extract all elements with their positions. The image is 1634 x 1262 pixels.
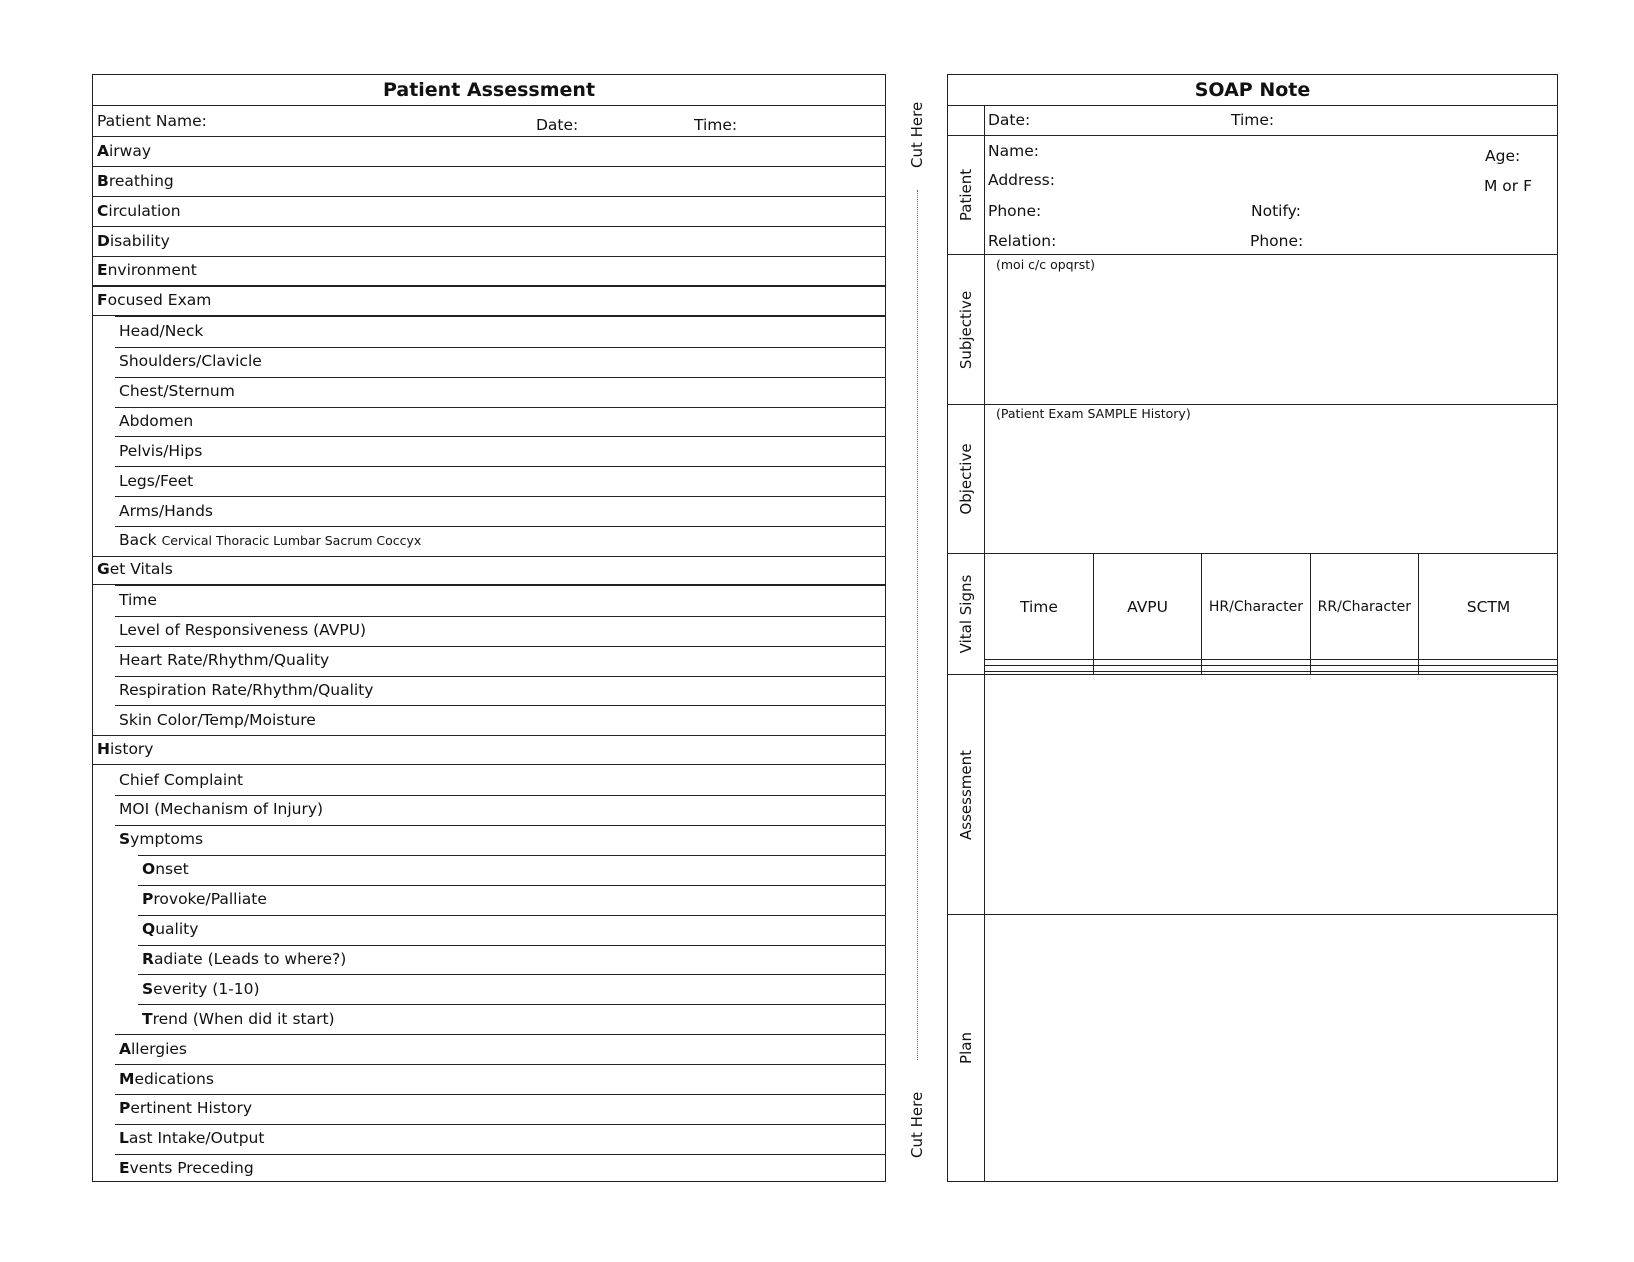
phone2-label: Phone: [1250,232,1304,250]
assessment-date-label: Date: [536,116,579,134]
assessment-row[interactable] [93,944,885,974]
row-text: llergies [131,1039,188,1058]
assessment-row-label [119,472,193,490]
assessment-row[interactable] [93,974,885,1004]
row-initial: A [119,1039,131,1058]
row-text: et Vitals [109,560,173,579]
assessment-row-label [119,1099,252,1117]
assessment-row[interactable] [93,854,885,884]
assessment-row[interactable] [93,406,885,436]
assessment-row[interactable] [93,1123,885,1153]
row-text: Abdomen [119,411,194,430]
plan-side [948,915,985,1181]
subjective-side [948,255,985,404]
row-initial: P [142,890,154,909]
row-text: nvironment [107,261,197,280]
assessment-row[interactable] [93,555,885,585]
vitals-cell[interactable] [1202,671,1310,674]
soap-note-form [947,74,1558,1182]
cut-line [917,190,918,1060]
patient-assessment-form [92,74,886,1182]
row-text: edications [134,1069,214,1088]
assessment-row-label [119,1129,264,1147]
row-text: Chest/Sternum [119,382,235,401]
vitals-cell[interactable] [1093,671,1201,674]
row-text: nset [155,860,189,879]
assessment-row-label [119,1159,254,1177]
row-initial: R [142,949,154,968]
assessment-row[interactable] [93,675,885,705]
vitals-side-label: Vital Signs [957,574,975,654]
assessment-row-label [142,980,260,998]
name-label: Name: [988,142,1039,160]
vitals-side [948,554,985,674]
vitals-cell[interactable] [1419,671,1559,674]
assessment-row[interactable] [93,227,885,257]
row-text: Head/Neck [119,322,204,341]
cut-here-label-bottom: Cut Here [908,1091,926,1158]
assessment-row-label [119,771,243,789]
soap-objective-section [948,405,1557,554]
assessment-row[interactable] [93,526,885,556]
assessment-row[interactable] [93,1153,885,1183]
vitals-header-row [985,554,1558,660]
assessment-row-label [97,740,153,758]
assessment-row-label [119,1070,214,1088]
vitals-row [985,671,1558,674]
row-text: Time [119,591,157,610]
subjective-hint: (moi c/c opqrst) [996,257,1096,272]
assessment-row-label [97,261,197,279]
vitals-col-hr: HR/Character [1202,554,1310,660]
row-text: rovoke/Palliate [153,890,267,909]
row-text: everity (1-10) [153,979,260,998]
assessment-row-label [142,1010,335,1028]
assessment-row-label [119,502,213,520]
assessment-row[interactable] [93,615,885,645]
assessment-row[interactable] [93,257,885,287]
assessment-row-label [119,830,203,848]
row-text: adiate (Leads to where?) [153,949,347,968]
row-initial: A [97,141,109,160]
assessment-row-label [119,412,193,430]
assessment-row-label [97,142,151,160]
assessment-row-label [142,860,189,878]
objective-hint: (Patient Exam SAMPLE History) [996,406,1191,421]
vitals-col-avpu: AVPU [1093,554,1201,660]
assessment-row[interactable] [93,436,885,466]
soap-subjective-section [948,255,1557,405]
soap-date-side [948,105,985,135]
row-text: istory [109,739,154,758]
assessment-row[interactable] [93,1064,885,1094]
row-text: Shoulders/Clavicle [119,352,262,371]
row-text: Pelvis/Hips [119,441,203,460]
soap-date-row [948,105,1557,136]
assessment-row[interactable] [93,645,885,675]
row-text: Heart Rate/Rhythm/Quality [119,651,330,670]
soap-assessment-section [948,675,1557,915]
assessment-row-label [119,531,421,549]
assessment-row-label [119,711,316,729]
soap-time-label: Time: [1231,111,1275,129]
row-initial: L [119,1129,129,1148]
assessment-row-label [119,382,235,400]
row-initial: C [97,201,109,220]
assessment-row[interactable] [93,884,885,914]
sex-label: M or F [1484,177,1532,195]
row-text: irway [109,141,152,160]
assessment-row[interactable] [93,137,885,167]
row-text: Arms/Hands [119,501,213,520]
row-initial: Q [142,920,156,939]
assessment-header-row [93,106,885,137]
assessment-row-label [119,591,157,609]
row-initial: E [119,1159,130,1178]
assessment-row[interactable] [93,795,885,825]
row-initial: O [142,860,156,879]
assessment-row[interactable] [93,585,885,615]
soap-vitals-section [948,554,1557,675]
plan-side-label: Plan [957,1032,975,1064]
soap-title: SOAP Note [948,75,1557,106]
row-initial: G [97,560,110,579]
assessment-row-label [97,172,174,190]
assessment-row[interactable] [93,914,885,944]
vitals-col-sctm: SCTM [1419,554,1559,660]
assessment-row-label [97,202,181,220]
row-text: isability [109,231,170,250]
vitals-cell[interactable] [1310,671,1418,674]
assessment-row-label [119,352,262,370]
phone-label: Phone: [988,202,1042,220]
assessment-row-label [119,621,366,639]
assessment-time-label: Time: [694,116,738,134]
assessment-row[interactable] [93,316,885,346]
row-text: ocused Exam [107,291,212,310]
row-initial: H [97,739,110,758]
row-text: MOI (Mechanism of Injury) [119,800,324,819]
assessment-row-label [119,442,202,460]
assessment-row-label [142,950,346,968]
row-initial: D [97,231,110,250]
objective-side [948,405,985,553]
assessment-row-label [142,890,267,908]
assessment-row[interactable] [93,346,885,376]
row-initial: E [97,261,108,280]
vitals-table [985,554,1558,674]
row-text: reathing [108,171,174,190]
assessment-row[interactable] [93,735,885,765]
vitals-col-rr: RR/Character [1310,554,1418,660]
assessment-row-label [119,651,329,669]
row-initial: P [119,1099,131,1118]
assessment-row[interactable] [93,197,885,227]
assessment-row-label [97,291,211,309]
assessment-row[interactable] [93,824,885,854]
assessment-row[interactable] [93,1094,885,1124]
row-initial: S [142,979,154,998]
assessment-side-label: Assessment [957,749,975,840]
assessment-row[interactable] [93,1034,885,1064]
row-text: uality [155,920,199,939]
patient-side [948,136,985,254]
soap-plan-section [948,915,1557,1181]
assessment-row[interactable] [93,1004,885,1034]
vitals-col-time: Time [985,554,1093,660]
assessment-row-label [97,232,170,250]
row-text: Legs/Feet [119,471,194,490]
assessment-row[interactable] [93,765,885,795]
assessment-row-label [119,800,323,818]
assessment-row-label [97,560,173,578]
row-subtext: Cervical Thoracic Lumbar Sacrum Coccyx [161,533,422,549]
assessment-row[interactable] [93,376,885,406]
row-initial: T [142,1009,153,1028]
row-text: rend (When did it start) [152,1009,335,1028]
vitals-cell[interactable] [985,671,1093,674]
patient-side-label: Patient [957,168,975,222]
row-text: Chief Complaint [119,770,244,789]
row-initial: B [97,171,109,190]
row-initial: S [119,830,131,849]
assessment-rows [93,137,885,1183]
assessment-row-label [119,1040,187,1058]
row-text: Back [119,531,157,550]
assessment-side [948,675,985,914]
patient-name-label: Patient Name: [97,112,207,130]
assessment-row[interactable] [93,286,885,316]
soap-patient-section [948,136,1557,255]
assessment-row-label [142,920,198,938]
row-text: Respiration Rate/Rhythm/Quality [119,680,374,699]
row-text: ast Intake/Output [128,1129,265,1148]
soap-date-label: Date: [988,111,1031,129]
cut-here-label-top: Cut Here [908,101,926,168]
assessment-row[interactable] [93,466,885,496]
row-text: Level of Responsiveness (AVPU) [119,621,367,640]
assessment-row[interactable] [93,167,885,197]
assessment-row-label [119,322,203,340]
subjective-side-label: Subjective [957,290,975,369]
row-text: Skin Color/Temp/Moisture [119,710,316,729]
row-initial: M [119,1069,135,1088]
assessment-row[interactable] [93,705,885,735]
row-text: irculation [108,201,181,220]
age-label: Age: [1485,147,1521,165]
row-text: ertinent History [130,1099,252,1118]
row-initial: F [97,291,108,310]
assessment-row[interactable] [93,496,885,526]
relation-label: Relation: [988,232,1057,250]
row-text: vents Preceding [129,1159,254,1178]
notify-label: Notify: [1251,202,1301,220]
assessment-title: Patient Assessment [93,75,885,106]
objective-side-label: Objective [957,443,975,515]
address-label: Address: [988,171,1055,189]
assessment-row-label [119,681,373,699]
row-text: ymptoms [130,830,204,849]
